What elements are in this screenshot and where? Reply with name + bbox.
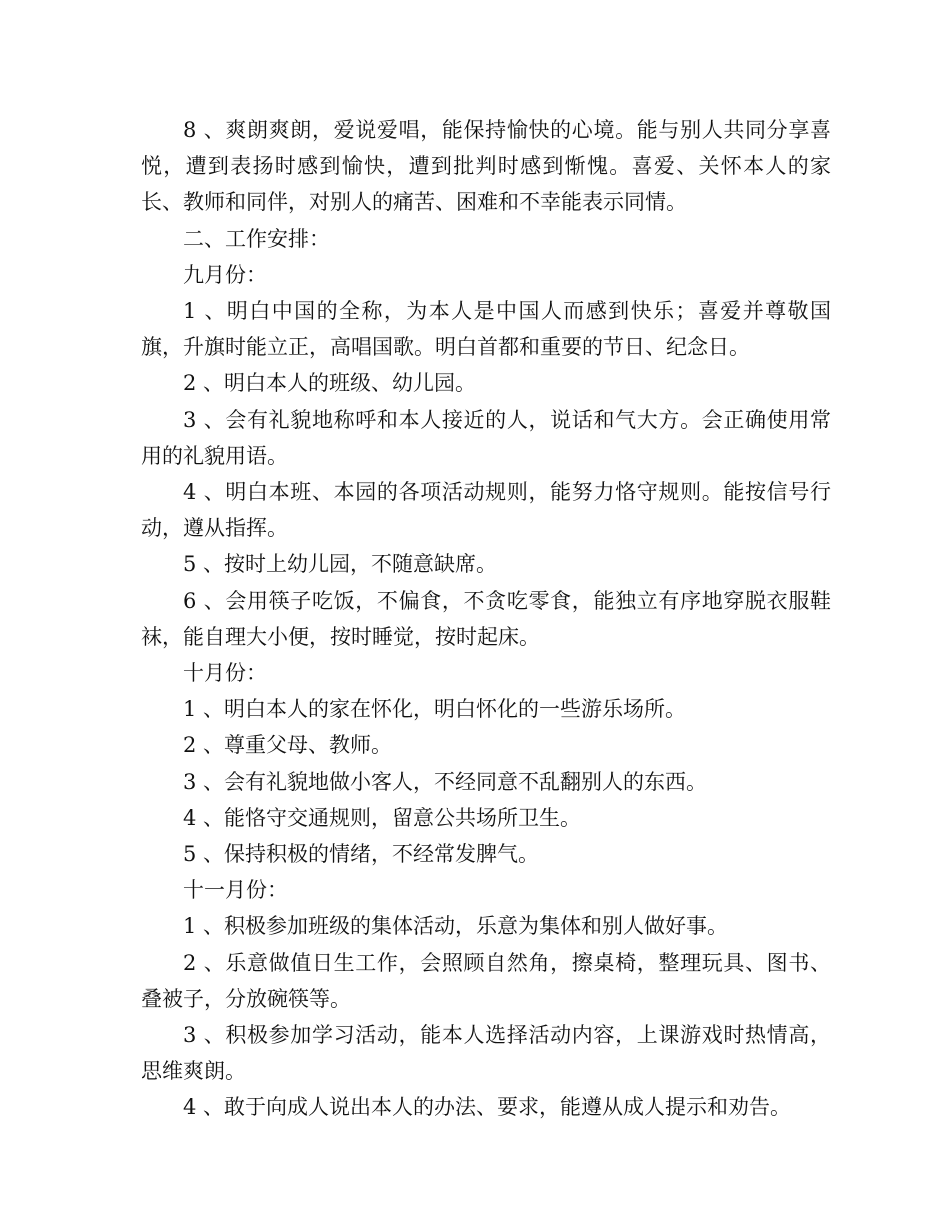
november-item-3: 3 、积极参加学习活动，能本人选择活动内容，上课游戏时热情高，思维爽朗。 [141, 1023, 831, 1084]
month-heading-november: 十一月份： [183, 878, 288, 903]
october-item-1: 1 、明白本人的家在怀化，明白怀化的一些游乐场所。 [183, 697, 687, 722]
october-item-5: 5 、保持积极的情绪，不经常发脾气。 [183, 842, 540, 867]
month-heading-october: 十月份： [183, 661, 267, 686]
month-heading-september: 九月份： [183, 262, 267, 287]
november-item-1: 1 、积极参加班级的集体活动，乐意为集体和别人做好事。 [183, 914, 729, 939]
section-heading-work-plan: 二、工作安排： [183, 226, 330, 251]
november-item-4: 4 、敢于向成人说出本人的办法、要求，能遵从成人提示和劝告。 [183, 1095, 792, 1120]
september-item-4: 4 、明白本班、本园的各项活动规则，能努力恪守规则。能按信号行动，遵从指挥。 [141, 480, 831, 541]
paragraph-item-8: 8 、爽朗爽朗，爱说爱唱，能保持愉快的心境。能与别人共同分享喜悦，遭到表扬时感到愉快，遭到批判时感到惭愧。喜爱、关怀本人的家长、教师和同伴，对别人的痛苦、困难和不幸能表示同情。 [141, 118, 831, 215]
october-item-2: 2 、尊重父母、教师。 [183, 733, 393, 758]
september-item-2: 2 、明白本人的班级、幼儿园。 [183, 371, 477, 396]
september-item-1: 1 、明白中国的全称，为本人是中国人而感到快乐；喜爱并尊敬国旗，升旗时能立正，高唱国歌。明白首都和重要的节日、纪念日。 [141, 299, 831, 360]
document-page [141, 112, 831, 1126]
september-item-5: 5 、按时上幼儿园，不随意缺席。 [183, 552, 498, 577]
october-item-4: 4 、能恪守交通规则，留意公共场所卫生。 [183, 805, 582, 830]
september-item-6: 6 、会用筷子吃饭，不偏食，不贪吃零食，能独立有序地穿脱衣服鞋袜，能自理大小便，按时睡觉，按时起床。 [141, 588, 831, 649]
october-item-3: 3 、会有礼貌地做小客人，不经同意不乱翻别人的东西。 [183, 769, 708, 794]
november-item-2: 2 、乐意做值日生工作，会照顾自然角，擦桌椅，整理玩具、图书、叠被子，分放碗筷等。 [141, 950, 831, 1011]
september-item-3: 3 、会有礼貌地称呼和本人接近的人，说话和气大方。会正确使用常用的礼貌用语。 [141, 407, 831, 468]
